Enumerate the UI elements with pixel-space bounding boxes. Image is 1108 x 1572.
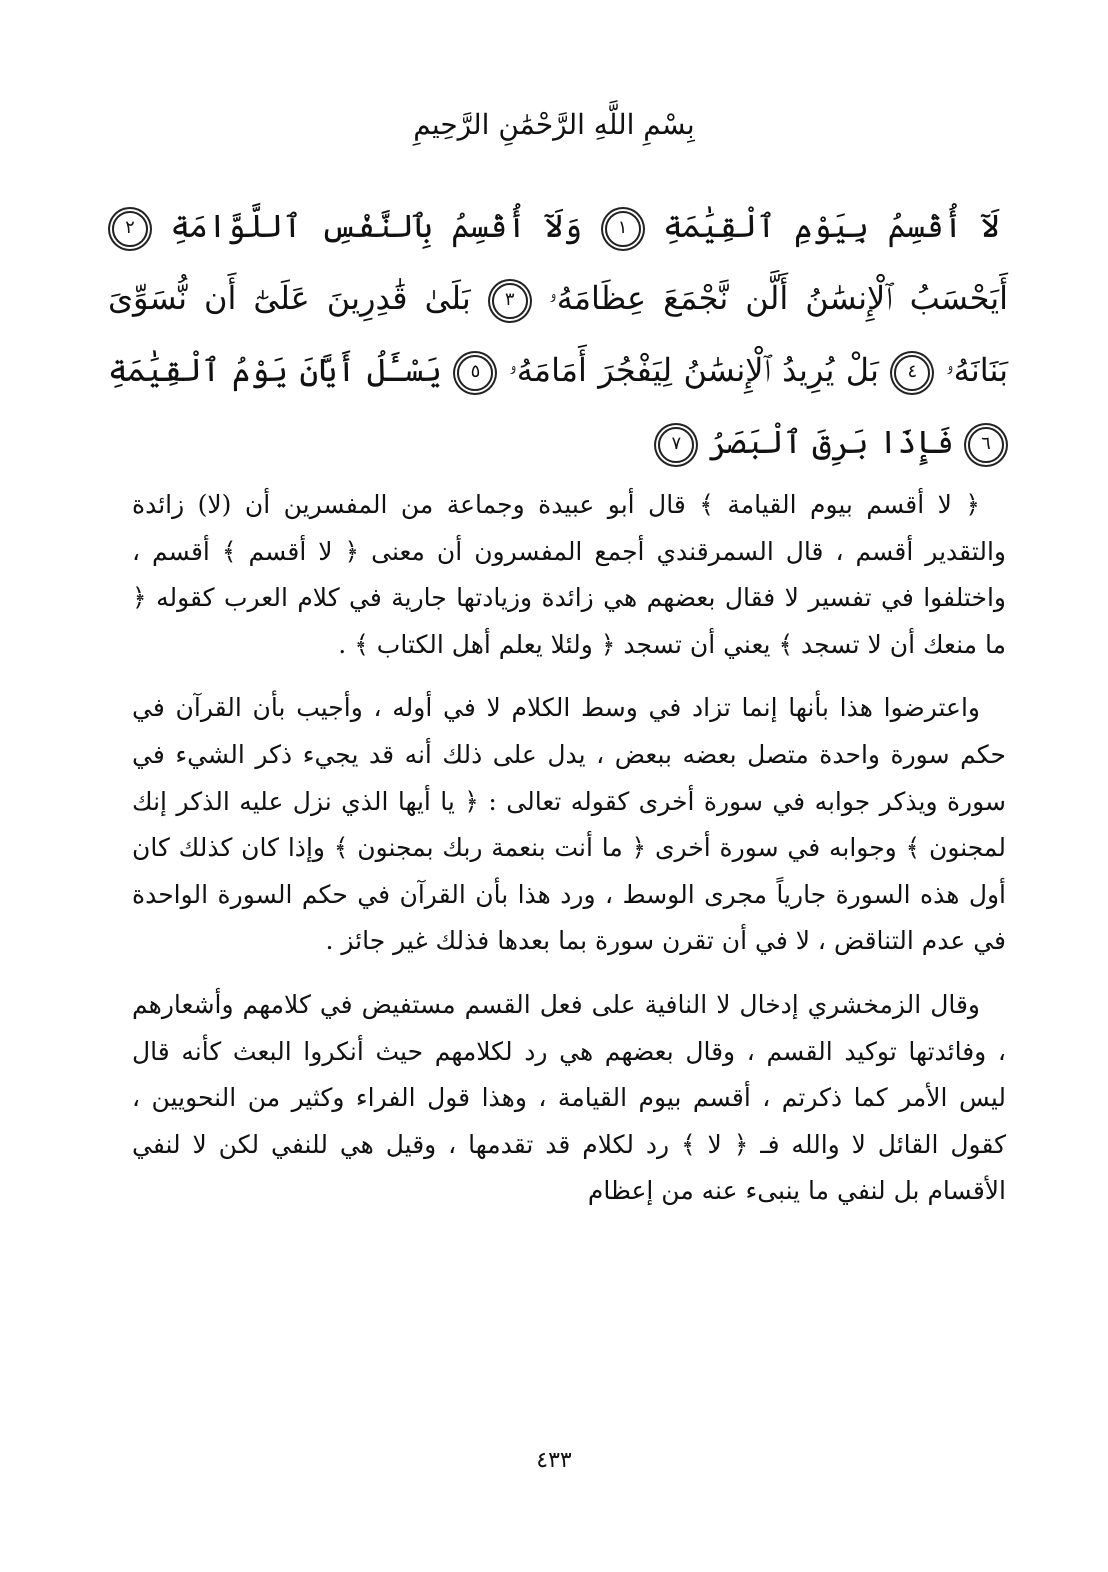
page-number: ٤٣٣ bbox=[536, 1448, 572, 1473]
tafsir-body bbox=[132, 482, 1006, 1232]
verse-text: يَسْـَٔلُ أَيَّانَ يَوْمُ ٱلْقِيَٰمَةِ bbox=[108, 351, 443, 389]
tafsir-paragraph: وقال الزمخشري إدخال لا النافية على فعل القسم مستفيض في كلامهم وأشعارهم ، وفائدتها توكيد القسم ، وقال بعضهم هي رد لكلامهم حيث أنكروا البعث كأنه قال ليس الأمر كما ذكرتم ، أقسم بيوم القيامة ، وهذا قول الفراء وكثير من النحويين ، كقول القائل لا والله فـ ﴿ لا ﴾ رد لكلام قد تقدمها ، وقيل هي للنفي لكن لا لنفي الأقسام بل لنفي ما ينبىء عنه من إعظام bbox=[132, 989, 1006, 1206]
quran-verse bbox=[471, 279, 1008, 317]
verse-text: بَلَىٰ قَٰدِرِينَ عَلَىٰٓ أَن نُّسَوِّىَ بَنَانَهُۥ bbox=[108, 279, 1009, 389]
tafsir-paragraph: واعترضوا هذا بأنها إنما تزاد في وسط الكلام لا في أوله ، وأجيب بأن القرآن في حكم سورة واحدة متصل بعضه ببعض ، يدل على ذلك أنه قد يجيء ذكر الشيء في سورة ويذكر جوابه في سورة أخرى كقوله تعالى : ﴿ يا أيها الذي نزل عليه الذكر إنك لمجنون ﴾ وجوابه في سورة أخرى ﴿ ما أنت بنعمة ربك بمجنون ﴾ وإذا كان كذلك كان أول هذه السورة جارياً مجرى الوسط ، ورد هذا بأن القرآن في حكم السورة الواحدة في عدم التناقض ، لا في أن تقرن سورة بما بعدها فذلك غير جائز . bbox=[132, 693, 1006, 956]
ayah-number-marker: ٧ bbox=[658, 427, 694, 463]
ayah-number-marker: ٢ bbox=[112, 211, 148, 247]
verse-text: أَيَحْسَبُ ٱلْإِنسَٰنُ أَلَّن نَّجْمَعَ عِظَامَهُۥ bbox=[548, 279, 1009, 317]
verse-text: فَإِذَا بَرِقَ ٱلْبَصَرُ bbox=[708, 423, 954, 461]
basmala-heading: بِسْمِ اللَّهِ الرَّحْمَٰنِ الرَّحِيمِ bbox=[413, 108, 695, 141]
ayah-number-marker: ١ bbox=[605, 211, 641, 247]
verse-text: بَلْ يُرِيدُ ٱلْإِنسَٰنُ لِيَفْجُرَ أَمَامَهُۥ bbox=[508, 351, 879, 389]
quran-verses-block bbox=[108, 190, 1008, 478]
ayah-number-marker: ٦ bbox=[968, 427, 1004, 463]
tafsir-paragraph: ﴿ لا أقسم بيوم القيامة ﴾ قال أبو عبيدة وجماعة من المفسرين أن (لا) زائدة والتقدير أقسم ، قال السمرقندي أجمع المفسرون أن معنى ﴿ لا أقسم ﴾ أقسم ، واختلفوا في تفسير لا فقال بعضهم هي زائدة وزيادتها جارية في كلام العرب كقوله ﴿ ما منعك أن لا تسجد ﴾ يعني أن تسجد ﴿ ولئلا يعلم أهل الكتاب ﴾ . bbox=[132, 490, 1006, 659]
verse-text: وَلَآ أُقْسِمُ بِٱلنَّفْسِ ٱللَّوَّامَةِ bbox=[170, 207, 583, 245]
quran-verse bbox=[108, 207, 582, 245]
ayah-number-marker: ٥ bbox=[457, 355, 493, 391]
quran-verse bbox=[582, 207, 1000, 245]
quran-verse bbox=[442, 351, 879, 389]
ayah-number-marker: ٣ bbox=[492, 283, 528, 319]
verse-text: لَآ أُقْسِمُ بِيَوْمِ ٱلْقِيَٰمَةِ bbox=[663, 207, 1000, 245]
quran-verse bbox=[654, 423, 954, 461]
ayah-number-marker: ٤ bbox=[894, 355, 930, 391]
